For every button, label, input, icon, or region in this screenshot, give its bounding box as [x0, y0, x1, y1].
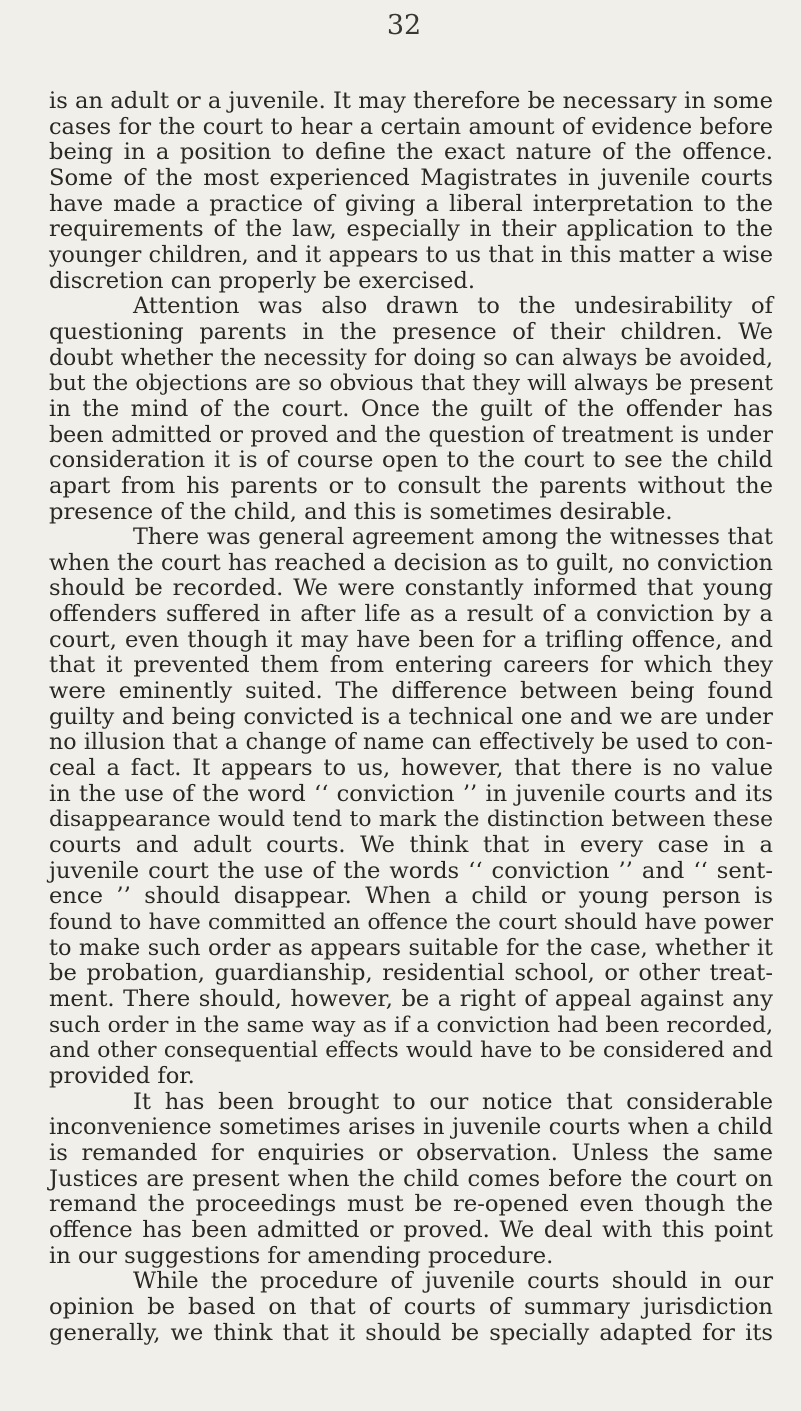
text-line: cases for the court to hear a certain amount of evidence before	[49, 113, 773, 140]
text-line: to make such order as appears suitable for the case, whether it	[49, 934, 773, 961]
text-line: remand the proceedings must be re-opened even though the	[49, 1191, 773, 1218]
text-line: questioning parents in the presence of their children. We	[49, 318, 773, 345]
text-line: but the objections are so obvious that they will always be present	[49, 371, 773, 397]
text-line: There was general agreement among the witnesses that	[133, 524, 773, 551]
text-line: Justices are present when the child comes before the court on	[49, 1165, 773, 1192]
text-line: were eminently suited. The difference between being found	[49, 678, 773, 705]
text-line: juvenile court the use of the words ‘‘ conviction ’’ and ‘‘ sent-	[49, 857, 773, 884]
text-line: being in a position to define the exact nature of the offence.	[49, 139, 773, 166]
text-line: should be recorded. We were constantly informed that young	[49, 575, 773, 602]
text-line: ment. There should, however, be a right of appeal against any	[49, 985, 773, 1012]
text-line: Some of the most experienced Magistrates in juvenile courts	[49, 164, 773, 191]
text-line: when the court has reached a decision as to guilt, no conviction	[49, 549, 773, 576]
text-line: and other consequential effects would have to be considered and	[49, 1038, 773, 1064]
text-line: that it prevented them from entering careers for which they	[49, 652, 773, 679]
text-line: in our suggestions for amending procedure.	[49, 1242, 554, 1269]
text-line: provided for.	[49, 1062, 195, 1089]
text-line: consideration it is of course open to the court to see the child	[49, 447, 773, 474]
text-line: apart from his parents or to consult the parents without the	[49, 472, 773, 499]
text-line: be probation, guardianship, residential school, or other treat-	[49, 960, 773, 987]
text-line: in the mind of the court. Once the guilt of the offender has	[49, 395, 773, 422]
body-text	[49, 89, 773, 1346]
text-line: presence of the child, and this is sometimes desirable.	[49, 498, 673, 525]
text-line: younger children, and it appears to us that in this matter a wise	[49, 241, 773, 268]
text-line: offence has been admitted or proved. We deal with this point	[49, 1216, 773, 1243]
text-line: doubt whether the necessity for doing so can always be avoided,	[49, 345, 773, 371]
text-line: such order in the same way as if a conviction had been recorded,	[49, 1012, 773, 1038]
text-line: found to have committed an offence the court should have power	[49, 910, 773, 935]
text-line: ence ’’ should disappear. When a child or young person is	[49, 883, 773, 910]
text-line: courts and adult courts. We think that in every case in a	[49, 832, 773, 859]
text-line: generally, we think that it should be specially adapted for its	[49, 1319, 773, 1346]
text-line: While the procedure of juvenile courts should in our	[133, 1268, 773, 1295]
text-line: inconvenience sometimes arises in juvenile courts when a child	[49, 1114, 773, 1141]
text-line: been admitted or proved and the question of treatment is under	[49, 421, 773, 448]
text-line: offenders suffered in after life as a result of a conviction by a	[49, 601, 773, 628]
text-line: disappearance would tend to mark the distinction between these	[49, 807, 773, 833]
text-line: It has been brought to our notice that considerable	[133, 1088, 773, 1115]
text-line: no illusion that a change of name can effectively be used to con-	[49, 729, 773, 756]
text-line: discretion can properly be exercised.	[49, 267, 476, 294]
text-line: guilty and being convicted is a technical one and we are under	[49, 703, 773, 730]
text-line: Attention was also drawn to the undesirability of	[133, 293, 773, 320]
text-line: court, even though it may have been for a trifling offence, and	[49, 626, 773, 653]
text-line: is remanded for enquiries or observation. Unless the same	[49, 1139, 773, 1166]
text-line: in the use of the word ‘‘ conviction ’’ in juvenile courts and its	[49, 780, 773, 807]
page-number: 32	[386, 10, 422, 41]
text-line: have made a practice of giving a liberal interpretation to the	[49, 190, 773, 217]
text-line: requirements of the law, especially in their application to the	[49, 216, 773, 243]
text-line: opinion be based on that of courts of summary jurisdiction	[49, 1293, 773, 1320]
text-line: is an adult or a juvenile. It may therefore be necessary in some	[49, 88, 773, 114]
text-line: ceal a fact. It appears to us, however, that there is no value	[49, 755, 773, 782]
